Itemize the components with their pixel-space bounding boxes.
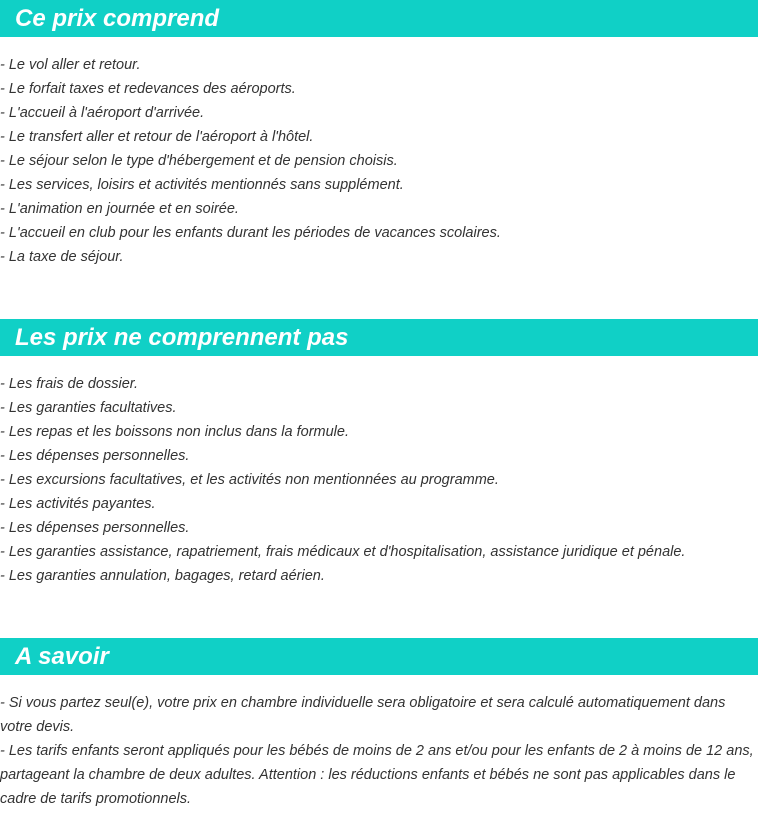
list-item: - Les garanties facultatives. xyxy=(0,400,177,416)
included-list xyxy=(0,53,758,269)
list-item: - Les dépenses personnelles. xyxy=(0,448,190,464)
list-item: - Les frais de dossier. xyxy=(0,376,139,392)
list-item: - Le séjour selon le type d'hébergement et de pension choisis. xyxy=(0,153,398,169)
section-title-good-to-know: A savoir xyxy=(0,638,758,675)
list-item: - L'accueil à l'aéroport d'arrivée. xyxy=(0,105,205,121)
good-to-know-text xyxy=(0,691,755,811)
list-item: - Les activités payantes. xyxy=(0,496,156,512)
info-paragraph: - Si vous partez seul(e), votre prix en chambre individuelle sera obligatoire et sera calculé automatiquement dans votre devis. xyxy=(0,695,726,735)
list-item: - Le vol aller et retour. xyxy=(0,57,141,73)
list-item: - L'accueil en club pour les enfants durant les périodes de vacances scolaires. xyxy=(0,225,501,241)
list-item: - Les services, loisirs et activités mentionnés sans supplément. xyxy=(0,177,404,193)
list-item: - L'animation en journée et en soirée. xyxy=(0,201,239,217)
list-item: - Les excursions facultatives, et les activités non mentionnées au programme. xyxy=(0,472,499,488)
list-item: - Les garanties assistance, rapatriement, frais médicaux et d'hospitalisation, assistance juridique et pénale. xyxy=(0,544,686,560)
not-included-list xyxy=(0,372,758,588)
section-title-included: Ce prix comprend xyxy=(0,0,758,37)
list-item: - Le transfert aller et retour de l'aéroport à l'hôtel. xyxy=(0,129,314,145)
section-title-not-included: Les prix ne comprennent pas xyxy=(0,319,758,356)
list-item: - La taxe de séjour. xyxy=(0,249,124,265)
list-item: - Les dépenses personnelles. xyxy=(0,520,190,536)
list-item: - Le forfait taxes et redevances des aéroports. xyxy=(0,81,296,97)
info-paragraph: - Les tarifs enfants seront appliqués pour les bébés de moins de 2 ans et/ou pour les enfants de 2 à moins de 12 ans, partageant la chambre de deux adultes. Attention : les réductions enfants et bébés ne sont pas applicables dans le cadre de tarifs promotionnels. xyxy=(0,743,754,807)
list-item: - Les garanties annulation, bagages, retard aérien. xyxy=(0,568,325,584)
list-item: - Les repas et les boissons non inclus dans la formule. xyxy=(0,424,349,440)
